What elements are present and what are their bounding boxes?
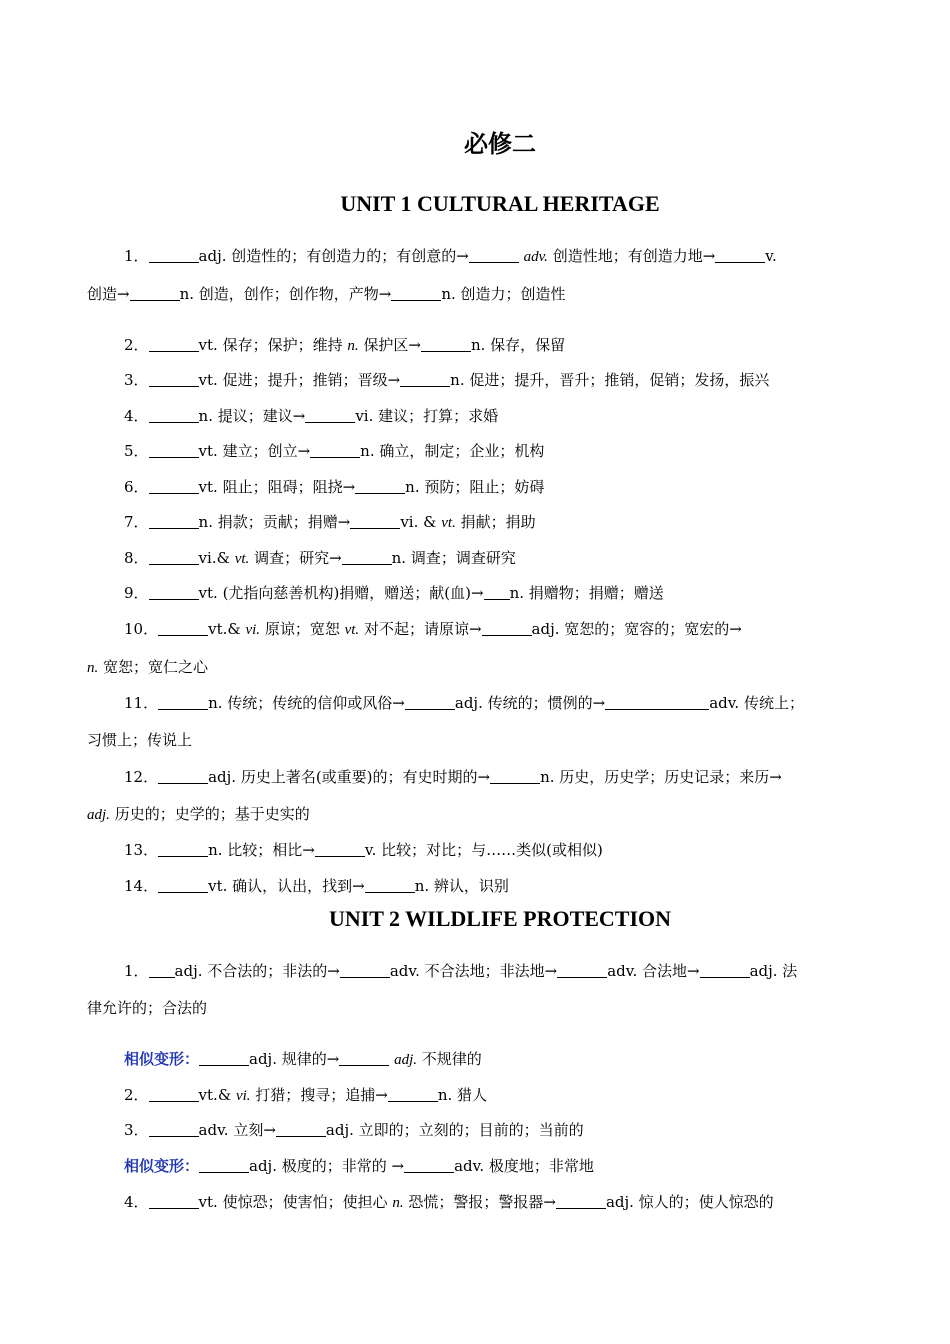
item-line-continued: 创造→ n. 创造，创作；创作物，产物→ n. 创造力；创造性	[87, 285, 566, 303]
answer-blank[interactable]	[276, 1122, 326, 1137]
item-line: 5． vt. 建立；创立→ n. 确立，制定；企业；机构	[124, 442, 545, 460]
answer-blank[interactable]	[355, 479, 405, 494]
item-line: 4． vt. 使惊恐；使害怕；使担心 n. 恐慌；警报；警报器→ adj. 惊人的；使人惊恐的	[124, 1193, 774, 1211]
unit1-item	[87, 832, 864, 869]
similar-form-label: 相似变形：	[124, 1157, 200, 1175]
unit1-item	[87, 238, 864, 313]
answer-blank[interactable]	[365, 878, 415, 893]
unit1-item	[87, 433, 864, 470]
answer-blank[interactable]	[149, 337, 199, 352]
unit1-item	[87, 540, 864, 578]
answer-blank[interactable]	[605, 695, 709, 710]
answer-blank[interactable]	[490, 769, 540, 784]
unit1-item	[87, 398, 864, 435]
item-line: 11． n. 传统；传统的信仰或风俗→ adj. 传统的；惯例的→ adv. 传统上；	[124, 694, 804, 712]
answer-blank[interactable]	[339, 1051, 389, 1066]
unit1-item	[87, 685, 864, 759]
unit2-item	[87, 1184, 864, 1222]
item-line: 12． adj. 历史上著名(或重要)的；有史时期的→ n. 历史，历史学；历史记录；来历→	[124, 768, 782, 786]
answer-blank[interactable]	[149, 479, 199, 494]
answer-blank[interactable]	[400, 372, 450, 387]
answer-blank[interactable]	[149, 1087, 199, 1102]
answer-blank[interactable]	[149, 372, 199, 387]
answer-blank[interactable]	[340, 963, 390, 978]
unit1-item	[87, 469, 864, 506]
answer-blank[interactable]	[391, 286, 441, 301]
answer-blank[interactable]	[310, 443, 360, 458]
item-line: 6． vt. 阻止；阻碍；阻挠→ n. 预防；阻止；妨碍	[124, 478, 545, 496]
answer-blank[interactable]	[149, 514, 199, 529]
answer-blank[interactable]	[700, 963, 750, 978]
item-line-continued: 习惯上；传说上	[87, 731, 193, 749]
answer-blank[interactable]	[305, 408, 355, 423]
answer-blank[interactable]	[484, 585, 510, 600]
answer-blank[interactable]	[482, 621, 532, 636]
answer-blank[interactable]	[404, 1158, 454, 1173]
answer-blank[interactable]	[158, 695, 208, 710]
answer-blank[interactable]	[149, 963, 175, 978]
unit1-heading: UNIT 1 CULTURAL HERITAGE	[340, 191, 660, 216]
item-line-continued: adj. 历史的；史学的；基于史实的	[87, 805, 310, 823]
unit1-item	[87, 611, 864, 687]
answer-blank[interactable]	[158, 769, 208, 784]
answer-blank[interactable]	[149, 1194, 199, 1209]
answer-blank[interactable]	[350, 514, 400, 529]
unit1-item	[87, 575, 864, 612]
unit2-item	[87, 953, 864, 1027]
answer-blank[interactable]	[388, 1087, 438, 1102]
unit1-item	[87, 868, 864, 905]
answer-blank[interactable]	[557, 963, 607, 978]
answer-blank[interactable]	[149, 443, 199, 458]
unit2-item	[124, 1041, 864, 1079]
answer-blank[interactable]	[149, 585, 199, 600]
unit1-item	[87, 504, 864, 542]
answer-blank[interactable]	[315, 842, 365, 857]
unit2-item	[124, 1148, 864, 1185]
item-line: 9． vt. (尤指向慈善机构)捐赠，赠送；献(血)→ n. 捐赠物；捐赠；赠送	[124, 584, 664, 602]
answer-blank[interactable]	[405, 695, 455, 710]
item-line: 14． vt. 确认，认出，找到→ n. 辨认，识别	[124, 877, 509, 895]
answer-blank[interactable]	[158, 878, 208, 893]
answer-blank[interactable]	[149, 1122, 199, 1137]
similar-form-label: 相似变形：	[124, 1050, 200, 1068]
answer-blank[interactable]	[199, 1051, 249, 1066]
answer-blank[interactable]	[199, 1158, 249, 1173]
unit2-heading: UNIT 2 WILDLIFE PROTECTION	[328, 906, 672, 931]
unit2-item	[87, 1077, 864, 1115]
item-line: 7． n. 捐款；贡献；捐赠→ vi. & vt. 捐献；捐助	[124, 513, 536, 531]
item-line: 相似变形： adj. 极度的；非常的 → adv. 极度地；非常地	[124, 1157, 594, 1175]
item-line: 3． adv. 立刻→ adj. 立即的；立刻的；目前的；当前的	[124, 1121, 584, 1139]
answer-blank[interactable]	[149, 408, 199, 423]
item-line: 2． vt.& vi. 打猎；搜寻；追捕→ n. 猎人	[124, 1086, 488, 1104]
item-line: 4． n. 提议；建议→ vi. 建议；打算；求婚	[124, 407, 499, 425]
item-line: 1． adj. 不合法的；非法的→ adv. 不合法地；非法地→ adv. 合法地→ adj. 法	[124, 962, 798, 980]
answer-blank[interactable]	[149, 550, 199, 565]
unit1-item	[87, 759, 864, 834]
answer-blank[interactable]	[715, 248, 765, 263]
item-line: 13． n. 比较；相比→ v. 比较；对比；与……类似(或相似)	[124, 841, 603, 859]
item-line-continued: 律允许的；合法的	[87, 999, 208, 1017]
answer-blank[interactable]	[556, 1194, 606, 1209]
page-title: 必修二	[464, 130, 536, 158]
item-line: 10． vt.& vi. 原谅；宽恕 vt. 对不起；请原谅→ adj. 宽恕的；宽容的；宽宏的→	[124, 620, 742, 638]
answer-blank[interactable]	[421, 337, 471, 352]
answer-blank[interactable]	[342, 550, 392, 565]
answer-blank[interactable]	[469, 248, 519, 263]
item-line: 相似变形： adj. 规律的→ adj. 不规律的	[124, 1050, 482, 1068]
item-line-continued: n. 宽恕；宽仁之心	[87, 658, 209, 676]
unit1-item	[87, 362, 864, 399]
answer-blank[interactable]	[130, 286, 180, 301]
item-line: 1． adj. 创造性的；有创造力的；有创意的→ adv. 创造性地；有创造力地→ v.	[124, 247, 777, 265]
unit1-item	[87, 327, 864, 365]
item-line: 2． vt. 保存；保护；维持 n. 保护区→ n. 保存，保留	[124, 336, 566, 354]
item-line: 3． vt. 促进；提升；推销；晋级→ n. 促进；提升，晋升；推销，促销；发扬，振兴	[124, 371, 770, 389]
answer-blank[interactable]	[158, 842, 208, 857]
answer-blank[interactable]	[149, 248, 199, 263]
answer-blank[interactable]	[158, 621, 208, 636]
unit2-item	[87, 1112, 864, 1149]
item-line: 8． vi.& vt. 调查；研究→ n. 调查；调查研究	[124, 549, 516, 567]
